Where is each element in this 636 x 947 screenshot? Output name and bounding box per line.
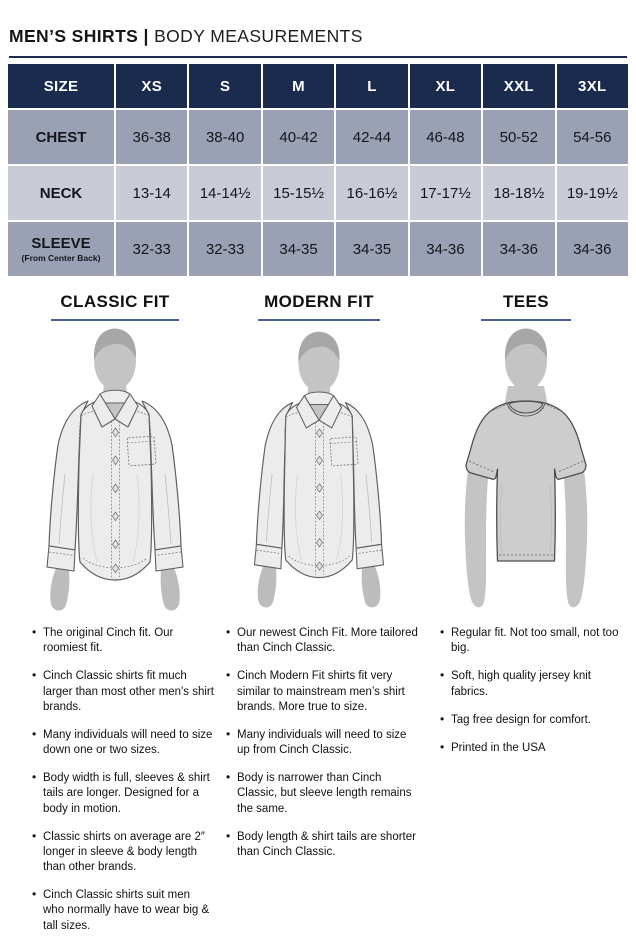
bullet-item: • Printed in the USA [440,741,622,756]
page-title [9,26,627,47]
button-up-shirt [254,392,383,578]
sleeve-label: SLEEVE [31,235,91,252]
table-row-sleeve [8,222,628,276]
tees-bullet-list [440,626,622,756]
neck-value: 19-19½ [557,166,628,220]
page-title-brand: MEN’S SHIRTS | [9,26,149,46]
neck-value: 17-17½ [410,166,481,220]
col-header-xxl: XXL [483,64,554,108]
col-header-m: M [263,64,334,108]
chest-value: 50-52 [483,110,554,164]
table-header-row [8,64,628,108]
sleeve-value: 34-35 [263,222,334,276]
section-title-classic-fit: CLASSIC FIT [60,292,170,311]
bullet-item: • The original Cinch fit. Our roomiest fit. [32,626,214,656]
section-modern-fit [218,292,420,947]
section-classic-fit [12,292,218,947]
sleeve-value: 32-33 [189,222,260,276]
chest-value: 42-44 [336,110,407,164]
modern-fit-bullet-list [226,626,418,860]
button-up-shirt [47,390,183,580]
bullet-item: • Cinch Classic shirts fit much larger than most other men's shirt brands. [32,669,214,715]
bullet-item: • Regular fit. Not too small, not too big. [440,626,622,656]
neck-value: 13-14 [116,166,187,220]
col-header-s: S [189,64,260,108]
col-header-xl: XL [410,64,481,108]
chest-value: 40-42 [263,110,334,164]
body-measurements-table [6,62,630,278]
bullet-item: • Cinch Modern Fit shirts fit very similar to mainstream men’s shirt brands. More true to size. [226,669,418,715]
bullet-item: • Many individuals will need to size up from Cinch Classic. [226,728,418,758]
sleeve-value: 32-33 [116,222,187,276]
sleeve-value: 34-36 [483,222,554,276]
classic-fit-bullet-list [32,626,214,934]
classic-fit-shirt-illustration [25,324,205,616]
row-label-chest: CHEST [8,110,114,164]
bullet-item: • Many individuals will need to size down one or two sizes. [32,728,214,758]
neck-value: 16-16½ [336,166,407,220]
col-header-size: SIZE [8,64,114,108]
chest-value: 54-56 [557,110,628,164]
sleeve-value: 34-36 [557,222,628,276]
chest-value: 36-38 [116,110,187,164]
chest-value: 38-40 [189,110,260,164]
neck-value: 14-14½ [189,166,260,220]
section-title-tees: TEES [502,292,549,311]
bullet-item: • Body is narrower than Cinch Classic, but sleeve length remains the same. [226,771,418,817]
bullet-item: • Body width is full, sleeves & shirt tails are longer. Designed for a body in motion. [32,771,214,817]
sleeve-value: 34-35 [336,222,407,276]
table-row-neck [8,166,628,220]
bullet-item: • Body length & shirt tails are shorter than Cinch Classic. [226,830,418,860]
col-header-3xl: 3XL [557,64,628,108]
section-title-modern-fit: MODERN FIT [264,292,374,311]
title-rule [9,56,627,58]
col-header-l: L [336,64,407,108]
bullet-item: • Our newest Cinch Fit. More tailored than Cinch Classic. [226,626,418,656]
classic-fit-figure [12,324,218,620]
col-header-xs: XS [116,64,187,108]
tees-figure [424,324,628,620]
sleeve-sublabel: (From Center Back) [21,253,101,263]
modern-fit-shirt-illustration [231,324,407,616]
section-underline [51,319,179,321]
tee-shirt-illustration [436,324,616,616]
section-tees [424,292,628,947]
modern-fit-figure [218,324,420,620]
page-title-subtitle: BODY MEASUREMENTS [154,26,363,46]
section-underline [481,319,571,321]
bullet-item: • Tag free design for comfort. [440,713,622,728]
table-row-chest [8,110,628,164]
bullet-item: • Cinch Classic shirts suit men who normally have to wear big & tall sizes. [32,888,214,934]
bullet-item: • Soft, high quality jersey knit fabrics. [440,669,622,699]
chest-value: 46-48 [410,110,481,164]
bullet-item: • Classic shirts on average are 2″ longer in sleeve & body length than other brands. [32,830,214,876]
row-label-neck: NECK [8,166,114,220]
neck-value: 18-18½ [483,166,554,220]
section-underline [258,319,380,321]
page-header [0,0,636,58]
row-label-sleeve [8,222,114,276]
fit-sections [0,278,636,947]
neck-value: 15-15½ [263,166,334,220]
sleeve-value: 34-36 [410,222,481,276]
